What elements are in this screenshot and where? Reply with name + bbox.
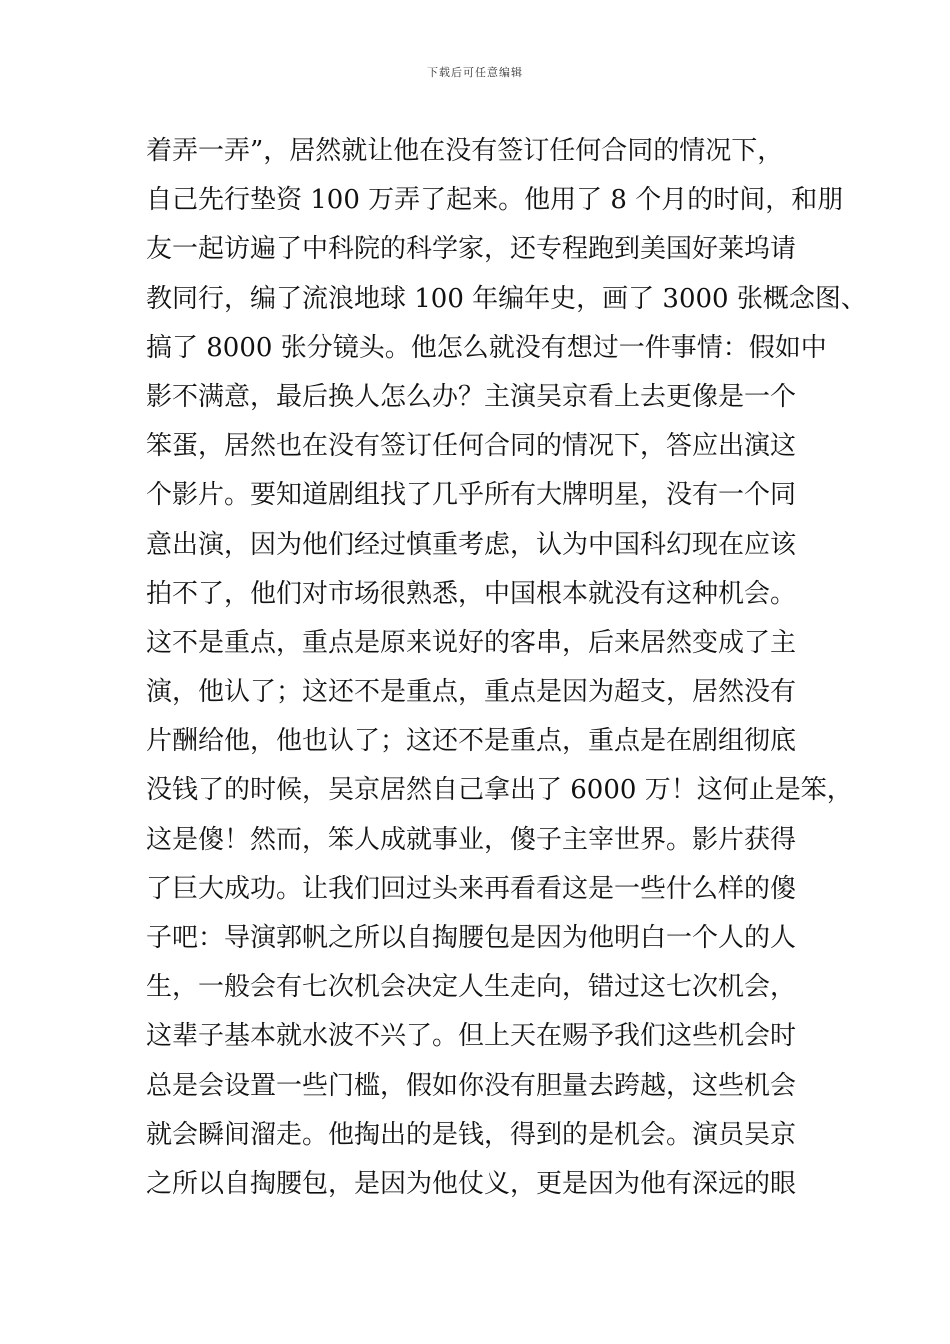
text-line: 个影片。要知道剧组找了几乎所有大牌明星，没有一个同 bbox=[146, 480, 797, 511]
text-line: 友一起访遍了中科院的科学家，还专程跑到美国好莱坞请 bbox=[146, 234, 797, 265]
text-line: 总是会设置一些门槛，假如你没有胆量去跨越，这些机会 bbox=[146, 1070, 797, 1101]
text-line: 这不是重点，重点是原来说好的客串，后来居然变成了主 bbox=[146, 627, 797, 658]
text-line: 意出演，因为他们经过慎重考虑，认为中国科幻现在应该 bbox=[146, 529, 797, 560]
body-text bbox=[146, 127, 867, 1209]
text-line: 自己先行垫资 100 万弄了起来。他用了 8 个月的时间，和朋 bbox=[146, 185, 844, 216]
text-line: 笨蛋，居然也在没有签订任何合同的情况下，答应出演这 bbox=[146, 431, 797, 462]
text-line: 着弄一弄”，居然就让他在没有签订任何合同的情况下， bbox=[146, 136, 784, 166]
text-line: 了巨大成功。让我们回过头来再看看这是一些什么样的傻 bbox=[146, 873, 797, 904]
text-line: 就会瞬间溜走。他掏出的是钱，得到的是机会。演员吴京 bbox=[146, 1119, 797, 1150]
text-line: 子吧：导演郭帆之所以自掏腰包是因为他明白一个人的人 bbox=[146, 923, 797, 953]
text-line: 教同行，编了流浪地球 100 年编年史，画了 3000 张概念图、 bbox=[146, 283, 867, 314]
text-line: 生，一般会有七次机会决定人生走向，错过这七次机会， bbox=[146, 972, 797, 1003]
page-header: 下载后可任意编辑 bbox=[427, 66, 523, 79]
text-line: 之所以自掏腰包，是因为他仗义，更是因为他有深远的眼 bbox=[146, 1168, 797, 1199]
text-line: 这辈子基本就水波不兴了。但上天在赐予我们这些机会时 bbox=[146, 1021, 797, 1052]
text-line: 这是傻！然而，笨人成就事业，傻子主宰世界。影片获得 bbox=[146, 824, 797, 855]
text-line: 片酬给他，他也认了；这还不是重点，重点是在剧组彻底 bbox=[146, 726, 797, 757]
text-line: 没钱了的时候，吴京居然自己拿出了 6000 万！这何止是笨， bbox=[146, 775, 853, 806]
text-line: 搞了 8000 张分镜头。他怎么就没有想过一件事情：假如中 bbox=[146, 332, 827, 363]
text-line: 影不满意，最后换人怎么办？主演吴京看上去更像是一个 bbox=[146, 381, 797, 412]
text-line: 演，他认了；这还不是重点，重点是因为超支，居然没有 bbox=[146, 677, 797, 708]
text-line: 拍不了，他们对市场很熟悉，中国根本就没有这种机会。 bbox=[146, 578, 797, 609]
